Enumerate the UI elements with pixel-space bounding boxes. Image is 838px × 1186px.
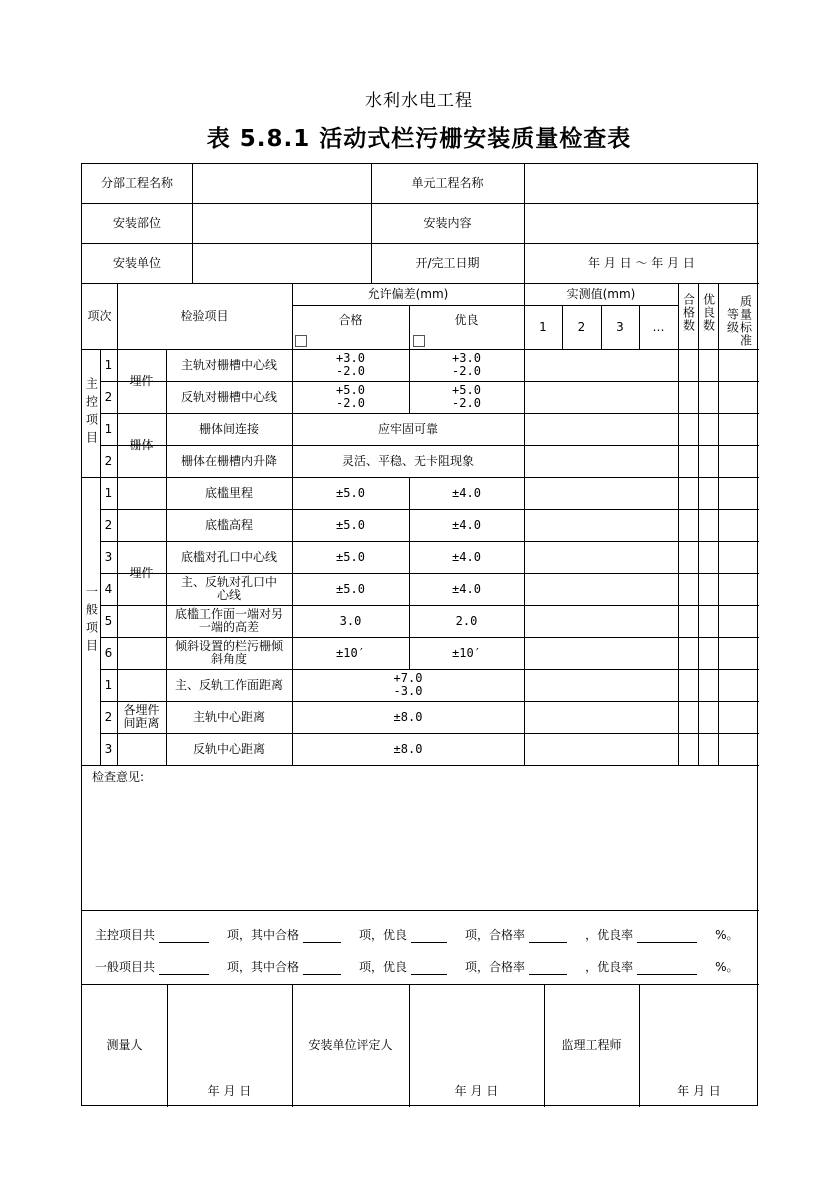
row-tolerance-text: 应牢固可靠 (377, 421, 438, 436)
group-label (82, 349, 100, 477)
measurer-label (82, 984, 167, 1107)
group-label-text: 主控项目 (84, 377, 99, 449)
summary-text: 项，其中合格 (227, 928, 300, 942)
row-number (100, 701, 117, 733)
row-pass-count[interactable] (678, 637, 698, 669)
col-tolerance (292, 283, 524, 305)
row-grade[interactable] (718, 445, 759, 477)
row-good-count[interactable] (698, 541, 718, 573)
col-pass-text: 合格 (338, 312, 363, 327)
row-number (100, 509, 117, 541)
row-pass-tolerance (292, 349, 409, 381)
row-grade[interactable] (718, 733, 759, 765)
row-check-item (166, 733, 292, 765)
row-measured-values[interactable] (524, 477, 678, 509)
row-check-item-text: 主、反轨工作面距离 (174, 677, 283, 692)
install-unit-input[interactable] (192, 243, 371, 283)
col-measured (524, 283, 678, 305)
row-grade[interactable] (718, 477, 759, 509)
row-tolerance (292, 701, 524, 733)
row-tolerance-text: ±8.0 (393, 741, 423, 756)
date-label (371, 243, 524, 283)
row-number-text: 5 (104, 613, 113, 628)
col-grade (718, 283, 759, 349)
row-number (100, 637, 117, 669)
row-grade[interactable] (718, 573, 759, 605)
install-content-input[interactable] (524, 203, 759, 243)
row-check-item (166, 669, 292, 701)
row-number (100, 605, 117, 637)
row-pass-count[interactable] (678, 573, 698, 605)
row-good-tolerance-text: +5.0 -2.0 (452, 383, 481, 410)
col-pass-count-text: 合格数 (681, 293, 696, 332)
row-good-tolerance-text: ±4.0 (452, 549, 481, 564)
row-check-item (166, 637, 292, 669)
row-good-tolerance (409, 637, 524, 669)
grid-line (698, 477, 699, 765)
row-measured-values[interactable] (524, 349, 678, 381)
row-number-text: 1 (104, 357, 113, 372)
row-check-item (166, 349, 292, 381)
row-pass-tolerance (292, 573, 409, 605)
row-pass-tolerance-text: ±5.0 (336, 549, 365, 564)
col-m1-text: 1 (539, 319, 547, 334)
row-number-text: 6 (104, 645, 113, 660)
row-pass-tolerance (292, 541, 409, 573)
row-check-item (166, 413, 292, 445)
row-good-tolerance-text: 2.0 (455, 613, 478, 628)
grid-line (82, 910, 759, 911)
summary-text: ，优良率 (585, 928, 634, 942)
group-label (82, 477, 100, 765)
group-label-text: 一般项目 (84, 585, 99, 657)
row-number-text: 1 (104, 677, 113, 692)
row-pass-count[interactable] (678, 445, 698, 477)
row-good-count[interactable] (698, 669, 718, 701)
summary-blank[interactable] (529, 961, 567, 975)
row-number (100, 669, 117, 701)
row-good-count[interactable] (698, 605, 718, 637)
install-part-label-text: 安装部位 (112, 215, 161, 230)
main-summary-row (95, 926, 738, 943)
measurer-label-text: 测量人 (106, 1038, 143, 1052)
row-pass-count[interactable] (678, 733, 698, 765)
row-check-item-text: 底槛里程 (204, 485, 253, 500)
install-unit-label (82, 243, 192, 283)
grid-line (678, 477, 679, 765)
grid-line (100, 477, 101, 765)
row-pass-tolerance-text: ±5.0 (336, 517, 365, 532)
row-measured-values[interactable] (524, 637, 678, 669)
row-pass-tolerance-text: ±10′ (336, 645, 365, 660)
col-m3-text: 3 (616, 319, 624, 334)
row-grade[interactable] (718, 701, 759, 733)
row-number (100, 573, 117, 605)
row-good-count[interactable] (698, 413, 718, 445)
row-grade[interactable] (718, 637, 759, 669)
row-check-item-text: 栅体在栅槽内升降 (180, 453, 277, 468)
install-content-label-text: 安装内容 (423, 215, 472, 230)
row-measured-values[interactable] (524, 605, 678, 637)
grid-line (166, 349, 167, 477)
document-title: 表 5.8.1 活动式栏污栅安装质量检查表 (206, 126, 632, 152)
col-check-item (117, 283, 292, 349)
col-item-no-text: 项次 (87, 308, 112, 323)
row-good-tolerance-text: ±4.0 (452, 485, 481, 500)
row-check-item (166, 541, 292, 573)
signature-date[interactable] (409, 1079, 544, 1103)
row-good-tolerance (409, 477, 524, 509)
row-number-text: 1 (104, 421, 113, 436)
row-number (100, 413, 117, 445)
summary-text: 一般项目共 (95, 960, 156, 974)
row-check-item-text: 反轨对栅槽中心线 (180, 389, 277, 404)
row-check-item (166, 381, 292, 413)
summary-text: 项，其中合格 (227, 960, 300, 974)
signature-date-text: 年 月 日 (454, 1083, 499, 1098)
col-measured-text: 实测值(mm) (566, 286, 636, 301)
row-pass-count[interactable] (678, 477, 698, 509)
col-pass-count (678, 283, 698, 349)
row-measured-values[interactable] (524, 445, 678, 477)
summary-text: %。 (715, 960, 739, 974)
supervisor-label (544, 984, 639, 1107)
row-check-item (166, 509, 292, 541)
signature-area[interactable] (167, 984, 292, 1074)
row-check-item-text: 主轨中心距离 (192, 709, 265, 724)
summary-blank[interactable] (529, 929, 567, 943)
row-good-count[interactable] (698, 349, 718, 381)
general-summary-row (95, 958, 738, 975)
sub-project-label (82, 164, 192, 203)
summary-text: 项，优良 (359, 960, 408, 974)
row-number-text: 4 (104, 581, 113, 596)
row-pass-tolerance (292, 509, 409, 541)
signature-date[interactable] (167, 1079, 292, 1103)
col-m1 (524, 305, 562, 349)
row-number-text: 3 (104, 549, 113, 564)
row-number (100, 445, 117, 477)
row-good-count[interactable] (698, 477, 718, 509)
row-good-tolerance (409, 381, 524, 413)
row-good-tolerance (409, 573, 524, 605)
grid-line (292, 349, 293, 477)
col-m3 (601, 305, 639, 349)
unit-project-label-text: 单元工程名称 (411, 176, 484, 190)
summary-text: %。 (715, 928, 739, 942)
summary-text: 项，合格率 (465, 928, 526, 942)
unit-project-label (371, 164, 524, 203)
grid-line (718, 349, 719, 477)
row-number (100, 381, 117, 413)
col-good-text: 优良 (454, 312, 479, 327)
row-check-item (166, 573, 292, 605)
row-check-item (166, 445, 292, 477)
row-pass-tolerance-text: ±5.0 (336, 485, 365, 500)
sub-group-label-text: 各埋件 间距离 (123, 703, 160, 730)
grid-line (117, 477, 118, 765)
evaluator-label (292, 984, 409, 1107)
row-check-item-text: 倾斜设置的栏污栅倾 斜角度 (174, 639, 283, 666)
row-good-count[interactable] (698, 509, 718, 541)
summary-text: 主控项目共 (95, 928, 156, 942)
sub-project-input[interactable] (192, 164, 371, 203)
row-pass-tolerance-text: +3.0 -2.0 (336, 351, 365, 378)
row-good-count[interactable] (698, 701, 718, 733)
row-good-tolerance (409, 605, 524, 637)
grid-line (100, 349, 101, 477)
summary-blank[interactable] (303, 961, 341, 975)
row-grade[interactable] (718, 381, 759, 413)
grid-line (117, 349, 118, 477)
summary-blank[interactable] (159, 961, 209, 975)
col-tolerance-text: 允许偏差(mm) (367, 286, 449, 301)
row-check-item-text: 主、反轨对孔口中 心线 (180, 575, 277, 602)
row-number (100, 477, 117, 509)
install-part-input[interactable] (192, 203, 371, 243)
row-number (100, 349, 117, 381)
row-tolerance (292, 669, 524, 701)
row-tolerance-text: ±8.0 (393, 709, 423, 724)
install-part-label (82, 203, 192, 243)
opinion-label (82, 765, 292, 789)
signature-date-text: 年 月 日 (677, 1083, 721, 1098)
row-check-item (166, 701, 292, 733)
summary-blank[interactable] (411, 961, 447, 975)
row-tolerance (292, 413, 524, 445)
row-grade[interactable] (718, 669, 759, 701)
col-m2 (562, 305, 601, 349)
sub-group-label (117, 349, 166, 413)
row-check-item (166, 477, 292, 509)
sub-project-label-text: 分部工程名称 (100, 176, 173, 190)
supervisor-label-text: 监理工程师 (561, 1038, 622, 1052)
grid-line (698, 349, 699, 477)
grid-line (524, 349, 525, 477)
summary-text: 项，合格率 (465, 960, 526, 974)
row-check-item-text: 底槛对孔口中心线 (180, 549, 277, 564)
col-m4 (639, 305, 678, 349)
summary-blank[interactable] (637, 961, 697, 975)
row-tolerance (292, 445, 524, 477)
row-number-text: 2 (104, 517, 113, 532)
grid-line (524, 477, 525, 765)
grid-line (718, 477, 719, 765)
row-good-tolerance-text: +3.0 -2.0 (452, 351, 481, 378)
col-pass (292, 305, 409, 335)
row-good-tolerance-text: ±4.0 (452, 517, 481, 532)
row-measured-values[interactable] (524, 701, 678, 733)
row-check-item-text: 主轨对栅槽中心线 (180, 357, 277, 372)
col-good (409, 305, 524, 335)
summary-blank[interactable] (303, 929, 341, 943)
summary-blank[interactable] (159, 929, 209, 943)
row-pass-count[interactable] (678, 541, 698, 573)
row-good-count[interactable] (698, 381, 718, 413)
row-measured-values[interactable] (524, 573, 678, 605)
grid-line (166, 477, 167, 765)
sub-group-label (117, 413, 166, 477)
row-measured-values[interactable] (524, 413, 678, 445)
row-good-tolerance-text: ±10′ (452, 645, 481, 660)
row-pass-tolerance-text: +5.0 -2.0 (336, 383, 365, 410)
date-value[interactable] (524, 243, 759, 283)
row-number (100, 733, 117, 765)
col-good-count-text: 优良数 (701, 293, 716, 332)
row-grade[interactable] (718, 541, 759, 573)
sub-group-label-text: 埋件 (129, 565, 154, 580)
row-good-count[interactable] (698, 573, 718, 605)
row-pass-count[interactable] (678, 349, 698, 381)
signature-area[interactable] (409, 984, 544, 1074)
sub-group-label-text: 埋件 (129, 373, 154, 388)
row-pass-count[interactable] (678, 701, 698, 733)
row-number-text: 2 (104, 389, 113, 404)
row-good-tolerance-text: ±4.0 (452, 581, 481, 596)
row-number-text: 2 (104, 709, 113, 724)
col-good-count (698, 283, 718, 349)
row-pass-count[interactable] (678, 605, 698, 637)
row-tolerance-text: +7.0 -3.0 (393, 671, 423, 698)
sub-group-label-text: 栅体 (129, 437, 154, 452)
unit-project-input[interactable] (524, 164, 759, 203)
row-grade[interactable] (718, 413, 759, 445)
row-number-text: 2 (104, 453, 113, 468)
col-grade-text: 质量标准等级 (725, 295, 753, 347)
row-good-count[interactable] (698, 445, 718, 477)
row-check-item (166, 605, 292, 637)
install-unit-label-text: 安装单位 (112, 255, 161, 270)
row-measured-values[interactable] (524, 541, 678, 573)
row-grade[interactable] (718, 509, 759, 541)
grid-line (678, 349, 679, 477)
row-pass-tolerance (292, 381, 409, 413)
signature-date-text: 年 月 日 (207, 1083, 252, 1098)
date-value-text: 年 月 日 ～ 年 月 日 (588, 255, 695, 270)
summary-text: ，优良率 (585, 960, 634, 974)
opinion-label-text: 检查意见: (92, 769, 145, 784)
evaluator-label-text: 安装单位评定人 (308, 1038, 393, 1052)
sub-group-label (117, 669, 166, 765)
row-good-tolerance (409, 509, 524, 541)
row-pass-count[interactable] (678, 669, 698, 701)
summary-blank[interactable] (411, 929, 447, 943)
row-number-text: 3 (104, 741, 113, 756)
row-measured-values[interactable] (524, 381, 678, 413)
signature-date[interactable] (639, 1079, 759, 1103)
grid-line (292, 477, 293, 765)
inspection-form (81, 163, 758, 1106)
row-pass-count[interactable] (678, 381, 698, 413)
row-pass-count[interactable] (678, 509, 698, 541)
row-pass-tolerance (292, 477, 409, 509)
summary-text: 项，优良 (359, 928, 408, 942)
row-good-tolerance (409, 349, 524, 381)
row-pass-tolerance (292, 605, 409, 637)
row-measured-values[interactable] (524, 509, 678, 541)
row-number (100, 541, 117, 573)
row-check-item-text: 栅体间连接 (198, 421, 259, 436)
row-check-item-text: 底槛高程 (204, 517, 253, 532)
row-tolerance (292, 733, 524, 765)
col-item-no (82, 283, 117, 349)
signature-area[interactable] (639, 984, 759, 1074)
document-super-title: 水利水电工程 (365, 91, 473, 111)
row-grade[interactable] (718, 605, 759, 637)
row-grade[interactable] (718, 349, 759, 381)
sub-group-label (117, 477, 166, 669)
row-pass-tolerance (292, 637, 409, 669)
row-pass-tolerance-text: ±5.0 (336, 581, 365, 596)
row-pass-count[interactable] (678, 413, 698, 445)
summary-blank[interactable] (637, 929, 697, 943)
row-tolerance-text: 灵活、平稳、无卡阻现象 (341, 453, 474, 468)
row-pass-tolerance-text: 3.0 (339, 613, 362, 628)
col-m4-text: … (652, 319, 665, 334)
col-m2-text: 2 (577, 319, 586, 334)
row-measured-values[interactable] (524, 733, 678, 765)
row-measured-values[interactable] (524, 669, 678, 701)
install-content-label (371, 203, 524, 243)
good-checkbox[interactable] (413, 335, 425, 347)
row-number-text: 1 (104, 485, 113, 500)
row-good-count[interactable] (698, 637, 718, 669)
pass-checkbox[interactable] (295, 335, 307, 347)
row-check-item-text: 底槛工作面一端对另 一端的高差 (174, 607, 283, 634)
date-label-text: 开/完工日期 (415, 255, 480, 270)
row-good-tolerance (409, 541, 524, 573)
row-good-count[interactable] (698, 733, 718, 765)
row-check-item-text: 反轨中心距离 (192, 741, 265, 756)
col-check-item-text: 检验项目 (180, 308, 229, 323)
